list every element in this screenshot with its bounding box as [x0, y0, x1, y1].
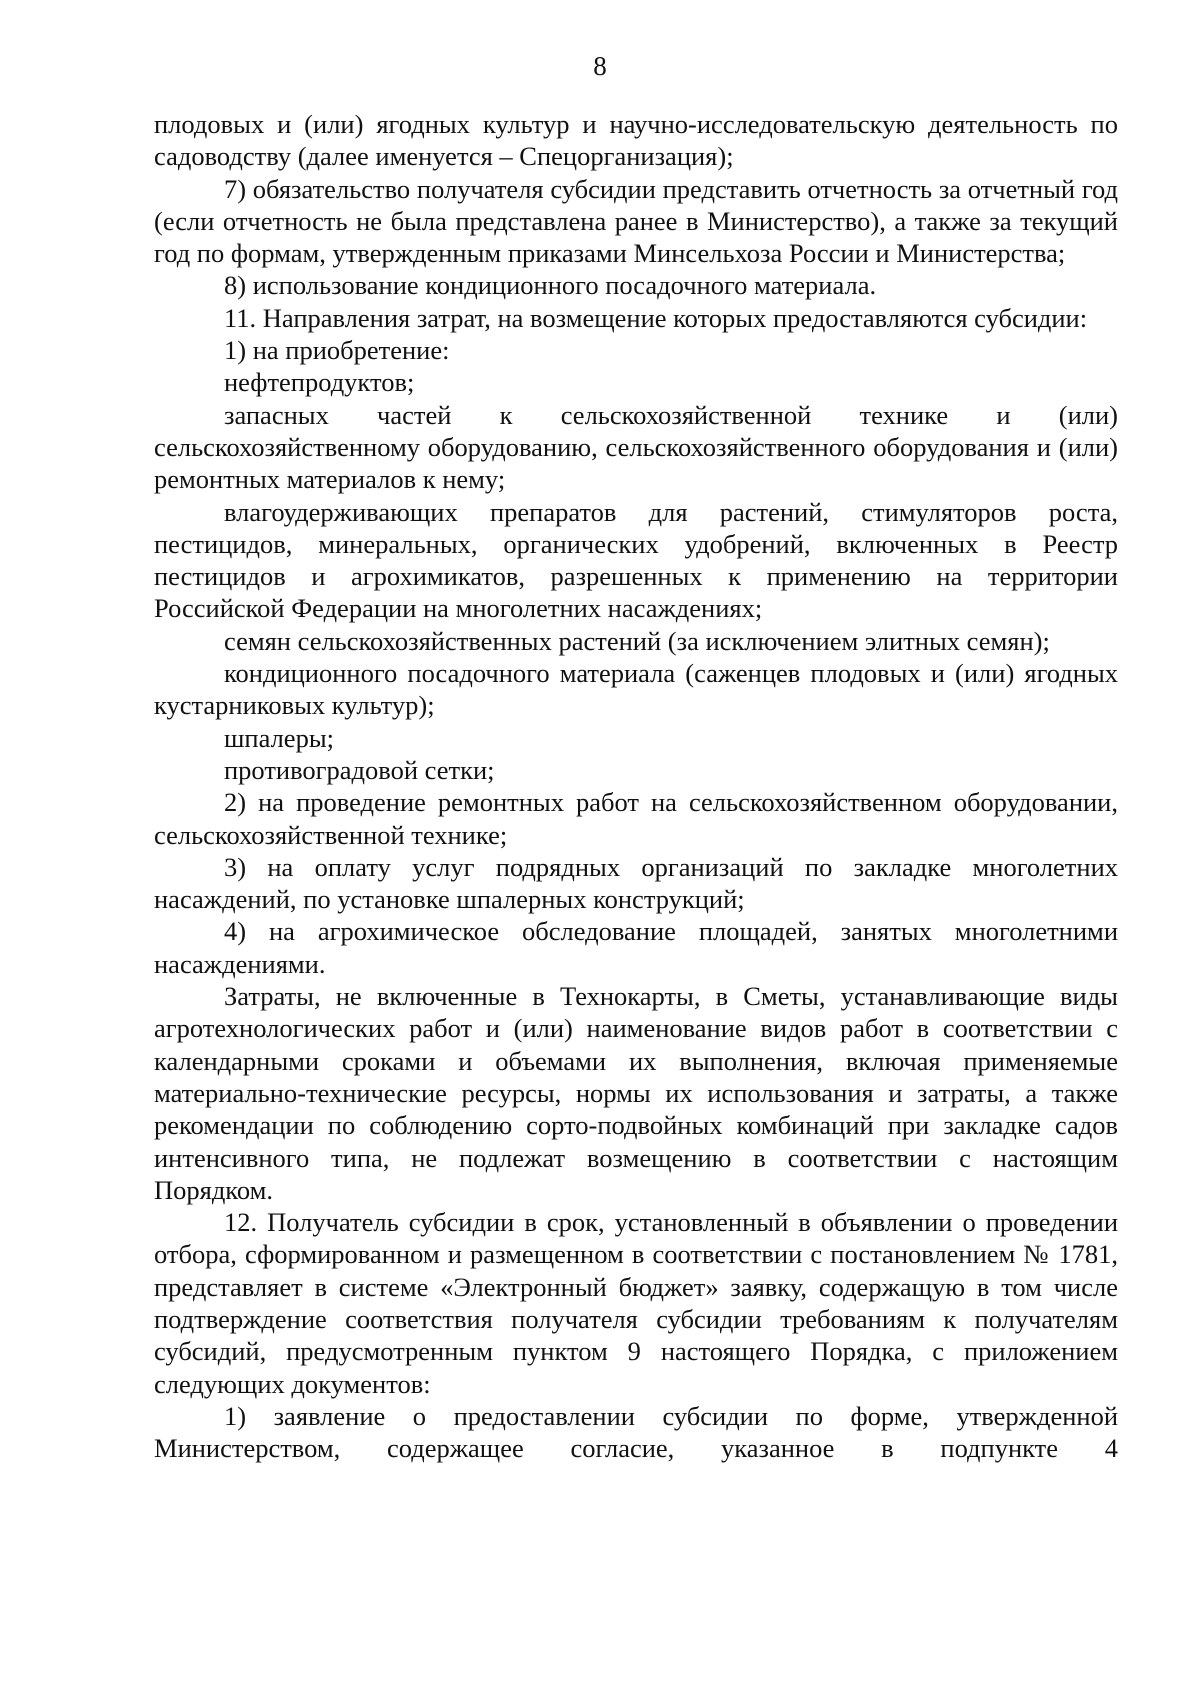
paragraph-application: 1) заявление о предоставлении субсидии по форме, утвержденной Министерством, содержащее согласие, указанное в подпункте 4 [154, 1400, 1118, 1464]
paragraph-planting-material: кондиционного посадочного материала (саженцев плодовых и (или) ягодных кустарниковых культур); [154, 658, 1118, 721]
paragraph-hail-net: противоградовой сетки; [224, 754, 495, 785]
paragraph-subitem-1: 1) на приобретение: [224, 335, 450, 366]
paragraph-subitem-4: 4) на агрохимическое обследование площадей, занятых многолетними насаждениями. [154, 916, 1118, 979]
paragraph-section-12: 12. Получатель субсидии в срок, установленный в объявлении о проведении отбора, сформированном и размещенном в соответствии с постановлением № 1781, представляет в системе «Электронный бюджет» заявку, содержащую в том числе подтверждение соответствия получателя субсидии требованиям к получателям субсидий, предусмотренным пунктом 9 настоящего Порядка, с приложением следующих документов: [154, 1207, 1118, 1399]
paragraph-trellis: шпалеры; [224, 722, 334, 753]
paragraph-costs-excluded: Затраты, не включенные в Технокарты, в Сметы, устанавливающие виды агротехнологических работ и (или) наименование видов работ в соответствии с календарными сроками и объемами их выполнения, включая применяемые материально-технические ресурсы, нормы их использования и затраты, а также рекомендации по соблюдению сорто-подвойных комбинаций при закладке садов интенсивного типа, не подлежат возмещению в соответствии с настоящим Порядком. [154, 981, 1118, 1205]
paragraph-item-8: 8) использование кондиционного посадочного материала. [224, 270, 877, 301]
page-number: 8 [593, 51, 607, 81]
document-body [154, 108, 1118, 1464]
paragraph-subitem-2: 2) на проведение ремонтных работ на сельскохозяйственном оборудовании, сельскохозяйственной технике; [154, 787, 1118, 850]
paragraph-subitem-3: 3) на оплату услуг подрядных организаций по закладке многолетних насаждений, по установке шпалерных конструкций; [154, 851, 1118, 915]
paragraph-section-11: 11. Направления затрат, на возмещение которых предоставляются субсидии: [224, 302, 1088, 333]
paragraph-continuation: плодовых и (или) ягодных культур и научно-исследовательскую деятельность по садоводству (далее именуется – Спецорганизация); [154, 109, 1118, 172]
paragraph-fuel: нефтепродуктов; [224, 367, 415, 398]
paragraph-seeds: семян сельскохозяйственных растений (за исключением элитных семян); [224, 625, 1050, 656]
paragraph-spare-parts: запасных частей к сельскохозяйственной технике и (или) сельскохозяйственному оборудованию, сельскохозяйственного оборудования и (или) ремонтных материалов к нему; [154, 399, 1118, 495]
paragraph-preparations: влагоудерживающих препаратов для растений, стимуляторов роста, пестицидов, минеральных, органических удобрений, включенных в Реестр пестицидов и агрохимикатов, разрешенных к применению на территории Российской Федерации на многолетних насаждениях; [154, 496, 1118, 624]
paragraph-item-7: 7) обязательство получателя субсидии представить отчетность за отчетный год (если отчетность не была представлена ранее в Министерство), а также за текущий год по формам, утвержденным приказами Минсельхоза России и Министерства; [154, 173, 1118, 269]
